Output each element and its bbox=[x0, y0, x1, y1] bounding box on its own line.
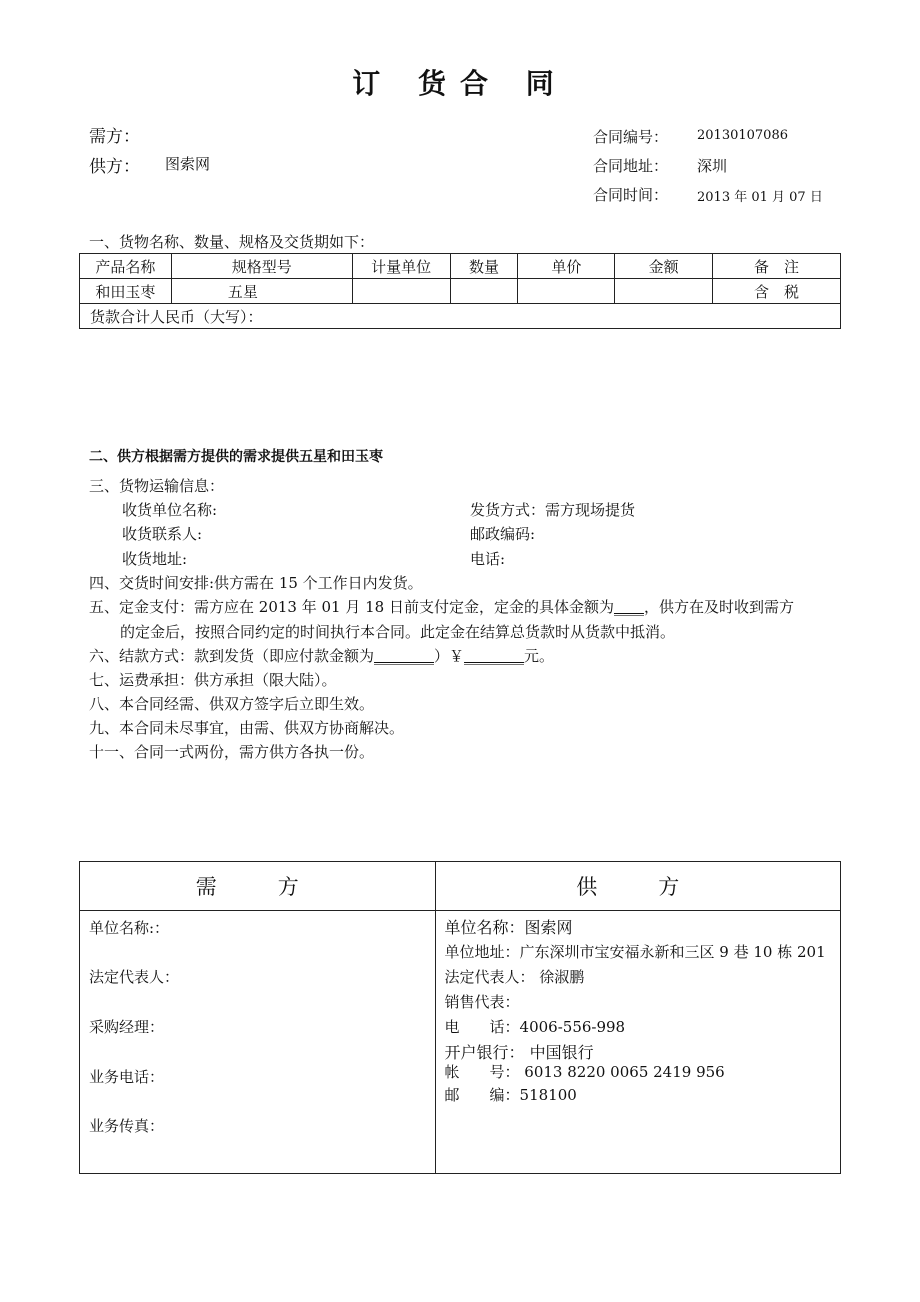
buyer-unit-label: 单位名称:： bbox=[89, 919, 170, 937]
cell-qty bbox=[450, 279, 518, 304]
cell-amount bbox=[615, 279, 713, 304]
col-unit: 计量单位 bbox=[352, 254, 450, 279]
supplier-column bbox=[435, 911, 840, 1174]
clause-6 bbox=[89, 645, 554, 666]
cell-spec: 五星 bbox=[171, 279, 352, 304]
deposit-amount-blank: ____ bbox=[613, 598, 644, 616]
buyer-fax-label: 业务传真： bbox=[89, 1117, 165, 1135]
buyer-rep-label: 法定代表人： bbox=[89, 968, 180, 986]
col-amount: 金额 bbox=[615, 254, 713, 279]
clause-6-text-c: 元。 bbox=[524, 647, 555, 665]
contract-date-label: 合同时间： bbox=[593, 186, 669, 204]
clause-5-text-b: ，供方在及时收到需方 bbox=[643, 598, 794, 616]
buyer-label: 需方： bbox=[89, 127, 140, 147]
col-product-name: 产品名称 bbox=[80, 254, 172, 279]
clause-7: 七、运费承担：供方承担（限大陆）。 bbox=[89, 671, 337, 689]
supplier-name: 图索网 bbox=[165, 155, 211, 173]
supplier-rep: 法定代表人： 徐淑鹏 bbox=[444, 968, 585, 986]
supplier-sales: 销售代表： bbox=[444, 993, 520, 1011]
supplier-unit: 单位名称：图索网 bbox=[444, 918, 573, 937]
supplier-account: 帐 号： 6013 8220 0065 2419 956 bbox=[444, 1063, 725, 1081]
section1-heading: 一、货物名称、数量、规格及交货期如下： bbox=[89, 233, 375, 251]
clause-5-text-a: 五、定金支付：需方应在 2013 年 01 月 18 日前支付定金，定金的具体金额为 bbox=[89, 598, 614, 616]
postcode-label: 邮政编码: bbox=[470, 525, 536, 543]
supplier-address: 单位地址：广东深圳市宝安福永新和三区 9 巷 10 栋 201 bbox=[444, 943, 826, 961]
signature-header-row bbox=[80, 862, 841, 911]
table-row bbox=[80, 279, 841, 304]
buyer-column bbox=[80, 911, 436, 1174]
buyer-purchase-manager-label: 采购经理： bbox=[89, 1018, 165, 1036]
cell-product: 和田玉枣 bbox=[80, 279, 172, 304]
total-label: 货款合计人民币（大写）： bbox=[80, 304, 841, 329]
clause-9: 九、本合同未尽事宜，由需、供双方协商解决。 bbox=[89, 719, 405, 737]
clause-6-text-b: ）￥ bbox=[434, 647, 465, 665]
delivery-method: 发货方式：需方现场提货 bbox=[470, 501, 636, 519]
buyer-heading: 需 方 bbox=[80, 862, 436, 911]
clause-6-text-a: 六、结款方式：款到发货（即应付款金额为 bbox=[89, 647, 375, 665]
contract-place: 深圳 bbox=[697, 157, 728, 175]
cell-price bbox=[518, 279, 615, 304]
signature-table bbox=[79, 861, 841, 1174]
supplier-label: 供方： bbox=[89, 157, 140, 177]
contract-no: 20130107086 bbox=[697, 128, 788, 143]
receiver-address-label: 收货地址: bbox=[122, 550, 188, 568]
cell-remark: 含 税 bbox=[713, 279, 841, 304]
contract-date: 2013 年 01 月 07 日 bbox=[697, 190, 823, 205]
clause-5-line2: 的定金后，按照合同约定的时间执行本合同。此定金在结算总货款时从货款中抵消。 bbox=[120, 623, 676, 641]
supplier-heading: 供 方 bbox=[435, 862, 840, 911]
yuan-amount-blank: ________ bbox=[464, 647, 525, 665]
clause-5-line1 bbox=[89, 596, 794, 617]
col-price: 单价 bbox=[518, 254, 615, 279]
receiver-unit-label: 收货单位名称: bbox=[122, 501, 218, 519]
buyer-phone-label: 业务电话： bbox=[89, 1068, 165, 1086]
supplier-zip: 邮 编：518100 bbox=[444, 1086, 577, 1104]
goods-table bbox=[79, 253, 841, 329]
signature-body-row bbox=[80, 911, 841, 1174]
col-remark: 备 注 bbox=[713, 254, 841, 279]
phone-label: 电话: bbox=[470, 550, 506, 568]
total-row bbox=[80, 304, 841, 329]
supplier-tel: 电 话：4006-556-998 bbox=[444, 1018, 626, 1036]
contract-place-label: 合同地址： bbox=[593, 157, 669, 175]
goods-header-row bbox=[80, 254, 841, 279]
clause-8: 八、本合同经需、供双方签字后立即生效。 bbox=[89, 695, 375, 713]
section2-heading: 二、供方根据需方提供的需求提供五星和田玉枣 bbox=[89, 449, 383, 465]
section3-heading: 三、货物运输信息： bbox=[89, 477, 225, 495]
col-spec: 规格型号 bbox=[171, 254, 352, 279]
payable-amount-blank: ________ bbox=[374, 647, 435, 665]
contract-no-label: 合同编号： bbox=[593, 128, 669, 146]
col-qty: 数量 bbox=[450, 254, 518, 279]
supplier-bank: 开户银行： 中国银行 bbox=[444, 1043, 594, 1062]
receiver-contact-label: 收货联系人: bbox=[122, 525, 203, 543]
clause-10: 十一、合同一式两份，需方供方各执一份。 bbox=[89, 743, 375, 761]
cell-unit bbox=[352, 279, 450, 304]
document-title: 订 货合 同 bbox=[352, 67, 568, 100]
clause-4: 四、交货时间安排:供方需在 15 个工作日内发货。 bbox=[89, 574, 423, 592]
